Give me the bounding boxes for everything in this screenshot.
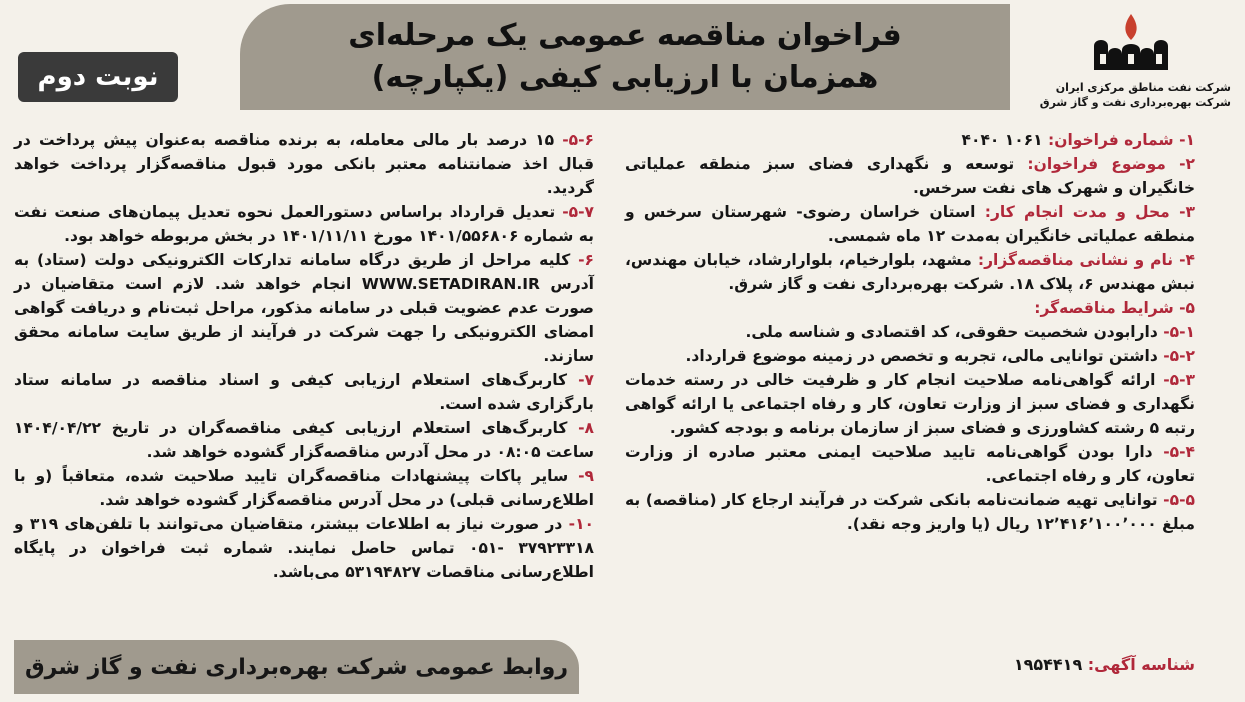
clause-5-7: ۵-۷- تعدیل قرارداد براساس دستورالعمل نحوه تعدیل پیمان‌های صنعت نفت به شماره ۱۴۰۱/۵۵۶۸۰۶ مورخ ۱۴۰۱/۱۱/۱۱ در بخش مربوطه خواهد بود. — [14, 203, 594, 245]
company-name-2: شرکت بهره‌برداری نفت و گاز شرق — [1039, 96, 1231, 109]
clause-5-4: ۵-۴- دارا بودن گواهی‌نامه تایید صلاحیت ایمنی معتبر صادره از وزارت تعاون، کار و رفاه اجتماعی. — [625, 443, 1195, 485]
clause-5-5: ۵-۵- توانایی تهیه ضمانت‌نامه بانکی شرکت در فرآیند ارجاع کار (مناقصه) به مبلغ ۱۲٬۴۱۶٬۱۰۰٬۰۰۰ ریال (یا واریز وجه نقد). — [625, 491, 1195, 533]
clause-5-6: ۵-۶- ۱۵ درصد بار مالی معامله، به برنده مناقصه به‌عنوان پیش پرداخت در قبال اخذ ضمانتنامه معتبر بانکی مورد قبول مناقصه‌گزار پرداخت خواهد گردید. — [14, 131, 594, 197]
title-banner — [240, 4, 1010, 110]
clause-5-2: ۵-۲- داشتن توانایی مالی، تجربه و تخصص در زمینه موضوع قرارداد. — [685, 347, 1195, 365]
clause-3: ۳- محل و مدت انجام کار: استان خراسان رضوی- شهرستان سرخس و منطقه عملیاتی خانگیران به‌مدت ۱۲ ماه شمسی. — [625, 203, 1195, 245]
clause-4: ۴- نام و نشانی مناقصه‌گزار: مشهد، بلوارخیام، بلوارارشاد، خیابان مهندس، نبش مهندس ۶، پلاک ۱۸. شرکت بهره‌برداری نفت و گاز شرق. — [625, 251, 1195, 293]
clause-1: ۱- شماره فراخوان: ۱۰۶۱‌ ۴۰۴۰ — [961, 131, 1195, 149]
clause-5-3: ۵-۳- ارائه گواهی‌نامه صلاحیت انجام کار و ظرفیت خالی در رسته خدمات نگهداری و فضای سبز از وزارت تعاون، کار و رفاه اجتماعی یا ارائه گواهی رتبه ۵ رشته کشاورزی و فضای سبز از سازمان برنامه و بودجه کشور. — [625, 371, 1195, 437]
public-relations-footer: روابط عمومی شرکت بهره‌برداری نفت و گاز شرق — [14, 640, 579, 694]
clause-5: ۵- شرایط مناقصه‌گر: — [1034, 299, 1195, 317]
title-line-1: فراخوان مناقصه عمومی یک مرحله‌ای — [348, 18, 902, 53]
company-logo-block — [1031, 10, 1231, 122]
clause-7: ۷- کاربرگ‌های استعلام ارزیابی کیفی و اسناد مناقصه در سامانه ستاد بارگزاری شده است. — [14, 371, 594, 413]
clause-2: ۲- موضوع فراخوان: توسعه و نگهداری فضای سبز منطقه عملیاتی خانگیران و شهرک های نفت سرخس. — [625, 155, 1195, 197]
second-round-badge: نوبت دوم — [18, 52, 178, 102]
clause-8: ۸- کاربرگ‌های استعلام ارزیابی کیفی مناقصه‌گران در تاریخ ۱۴۰۴/۰۴/۲۲ ساعت ۰۸:۰۵ در محل آدرس مناقصه‌گزار گشوده خواهد شد. — [14, 419, 594, 461]
clause-10: ۱۰- در صورت نیاز به اطلاعات بیشتر، متقاضیان می‌توانند با تلفن‌های ۳۱۹ و ۳۷۹۲۳۳۱۸ -۰۵۱ تماس حاصل نمایند. شماره ثبت فراخوان در پایگاه اطلاع‌رسانی مناقصات ۵۳۱۹۴۸۲۷ می‌باشد. — [14, 515, 594, 581]
company-name-1: شرکت نفت مناطق مرکزی ایران — [1055, 81, 1231, 94]
clause-9: ۹- سایر پاکات پیشنهادات مناقصه‌گران تایید صلاحیت شده، متعاقباً (و با اطلاع‌رسانی قبلی) در محل آدرس مناقصه‌گزار گشوده خواهد شد. — [14, 467, 594, 509]
clause-5-1: ۵-۱- دارابودن شخصیت حقوقی، کد اقتصادی و شناسه ملی. — [745, 323, 1195, 341]
right-column — [625, 128, 1195, 536]
clause-6: ۶- کلیه مراحل از طریق درگاه سامانه تدارکات الکترونیکی دولت (ستاد) به آدرس WWW.SETADIRAN.IR انجام خواهد شد. لازم است متقاضیان در صورت عدم عضویت قبلی در سامانه مذکور، مراحل ثبت‌نام و دریافت گواهی امضای الکترونیکی را جهت شرکت در فرآیند از طریق سایت سامانه محقق سازند. — [14, 251, 594, 365]
title-line-2: همزمان با ارزیابی کیفی (یکپارچه) — [371, 60, 879, 95]
left-column — [14, 128, 594, 584]
ad-id: شناسه آگهی: ۱۹۵۴۴۱۹ — [1013, 655, 1195, 674]
flame-logo-icon — [1086, 10, 1176, 80]
